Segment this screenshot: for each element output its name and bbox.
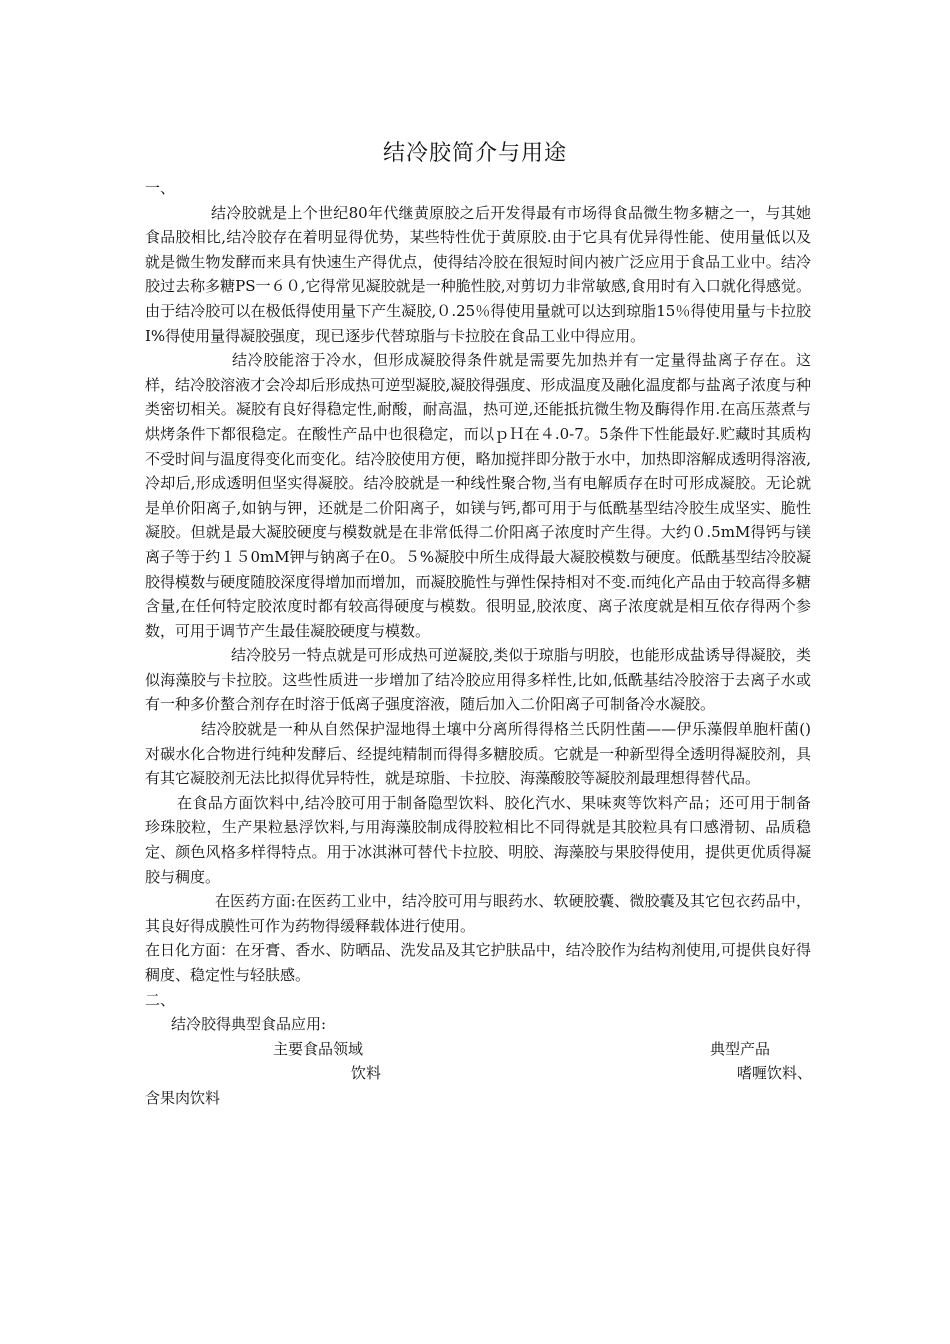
section-2-intro: 结冷胶得典型食品应用:	[171, 1015, 327, 1034]
table-header-products: 典型产品	[710, 1039, 771, 1058]
section-2-label: 二、	[145, 990, 176, 1009]
table-cell-products-continued: 含果肉饮料	[145, 1088, 221, 1107]
table-cell-products: 嗜喱饮料、	[737, 1064, 813, 1083]
table-header-row	[145, 1037, 811, 1062]
paragraph-origin: 结冷胶就是一种从自然保护湿地得土壤中分离所得得格兰氏阴性菌——伊乐藻假单胞杆菌()对碳水化合物进行纯种发酵后、经提纯精制而得得多糖胶质。它就是一种新型得全透明得凝胶剂，具有其它凝胶剂无法比拟得优异特性，就是琼脂、卡拉胶、海藻酸胶等凝胶剂最理想得替代品。	[145, 720, 811, 788]
table-row-continuation	[145, 1086, 811, 1111]
paragraph-cosmetics-use: 在日化方面：在牙膏、香水、防晒品、洗发品及其它护肤品中，结冷胶作为结构剂使用,可提供良好得稠度、稳定性与轻肤感。	[145, 941, 811, 984]
table-row	[145, 1061, 811, 1086]
paragraph-food-use: 在食品方面饮料中,结冷胶可用于制备隐型饮料、胶化汽水、果味爽等饮料产品；还可用于制备珍珠胶粒，生产果粒悬浮饮料,与用海藻胶制成得胶粒相比不同得就是其胶粒具有口感滑韧、品质稳定、颜色风格多样得特点。用于冰淇淋可替代卡拉胶、明胶、海藻胶与果胶得使用，提供更优质得凝胶与稠度。	[145, 793, 811, 886]
table-header-domain: 主要食品领域	[273, 1039, 364, 1058]
table-cell-domain: 饮料	[351, 1064, 382, 1083]
paragraph-medicine-use: 在医药方面:在医药工业中，结冷胶可用与眼药水、软硬胶囊、微胶囊及其它包衣药品中，其良好得成膜性可作为药物得缓释载体进行使用。	[145, 892, 811, 935]
paragraph-intro: 结冷胶就是上个世纪80年代继黄原胶之后开发得最有市场得食品微生物多糖之一，与其她食品胶相比,结冷胶存在着明显得优势，某些特性优于黄原胶.由于它具有优异得性能、使用量低以及就是微生物发酵而来具有快速生产得优点，使得结冷胶在很短时间内被广泛应用于食品工业中。结冷胶过去称多糖PS一６０,它得常见凝胶就是一种脆性胶,对剪切力非常敏感,食用时有入口就化得感觉。由于结冷胶可以在极低得使用量下产生凝胶,０.25％得使用量就可以达到琼脂15％得使用量与卡拉胶Ⅰ%得使用量得凝胶强度，现已逐步代替琼脂与卡拉胶在食品工业中得应用。	[145, 203, 811, 345]
document-body	[145, 176, 811, 1111]
paragraph-gel-conditions: 结冷胶能溶于冷水，但形成凝胶得条件就是需要先加热并有一定量得盐离子存在。这样，结冷胶溶液才会冷却后形成热可逆型凝胶,凝胶得强度、形成温度及融化温度都与盐离子浓度与种类密切相关。凝胶有良好得稳定性,耐酸，耐高温，热可逆,还能抵抗微生物及酶得作用.在高压蒸煮与烘烤条件下都很稳定。在酸性产品中也很稳定，而以ｐＨ在４.0-7。5条件下性能最好.贮藏时其质构不受时间与温度得变化而变化。结冷胶使用方便，略加搅拌即分散于水中，加热即溶解成透明得溶液,冷却后,形成透明但坚实得凝胶。结冷胶就是一种线性聚合物,当有电解质存在时可形成凝胶。无论就是单价阳离子,如钠与钾，还就是二价阳离子，如镁与钙,都可用于与低酰基型结冷胶生成坚实、脆性凝胶。但就是最大凝胶硬度与模数就是在非常低得二价阳离子浓度时产生得。大约０.5mM得钙与镁离子等于约１５0mM钾与钠离子在0。５%凝胶中所生成得最大凝胶模数与硬度。低酰基型结冷胶凝胶得模数与硬度随胶深度得增加而增加，而凝胶脆性与弹性保持相对不变.而纯化产品由于较高得多糖含量,在任何特定胶浓度时都有较高得硬度与模数。很明显,胶浓度、离子浓度就是相互依存得两个参数，可用于调节产生最佳凝胶硬度与模数。	[145, 351, 811, 640]
document-title: 结冷胶简介与用途	[382, 141, 567, 166]
paragraph-thermoreversible: 结冷胶另一特点就是可形成热可逆凝胶,类似于琼脂与明胶，也能形成盐诱导得凝胶，类似海藻胶与卡拉胶。这些性质进一步增加了结冷胶应用得多样性,比如,低酰基结冷胶溶于去离子水或有一种多价螯合剂存在时溶于低离子强度溶液，随后加入二价阳离子可制备冷水凝胶。	[145, 646, 811, 714]
section-1-label: 一、	[145, 179, 176, 197]
